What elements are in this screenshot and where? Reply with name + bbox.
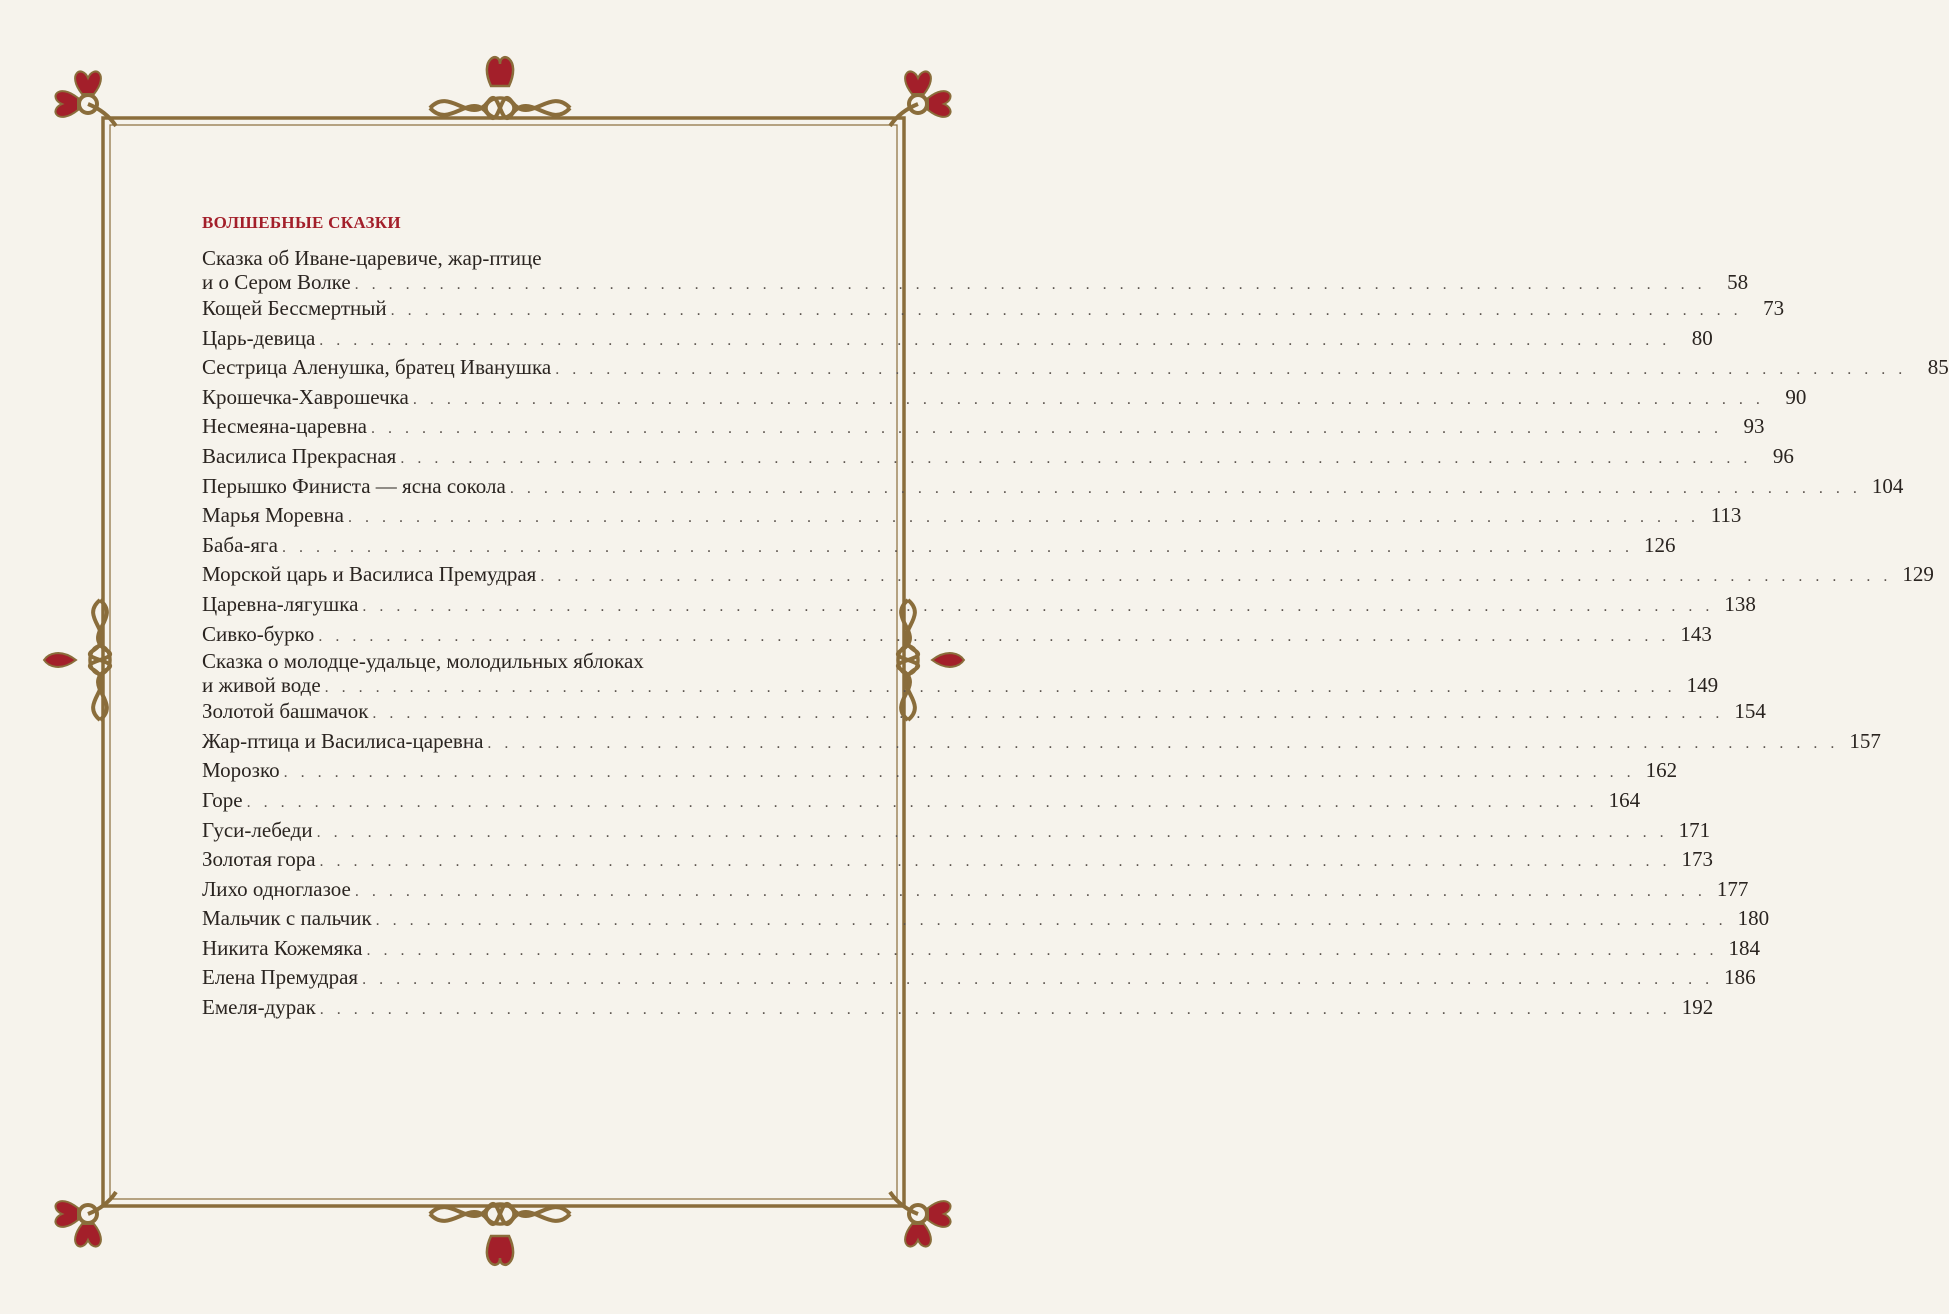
toc-page-number: 192	[1681, 995, 1714, 1020]
toc-entry[interactable]	[202, 560, 1934, 590]
toc-entry[interactable]	[202, 845, 1714, 875]
toc-page-number: 184	[1728, 935, 1760, 960]
toc-entry-title: Морской царь и Василиса Премудрая	[202, 562, 537, 587]
toc-page-number: 126	[1643, 532, 1676, 557]
bottom-knot-ornament	[430, 1204, 570, 1265]
toc-entry-title: Сказка об Иване-царевиче, жар-птице	[202, 246, 542, 270]
dot-leader: . . . . . . . . . . . . . . . . . . . . . . . . . . . . . . . . . . . . . . . . . . . . . . . . . . . . . . . . . . . . . . . . . . . . . . . . . . . . . . . .	[372, 705, 1724, 723]
toc-entry-title: Емеля-дурак	[202, 995, 316, 1020]
toc-entry-title: Сказка о молодце-удальце, молодильных яблоках	[202, 649, 644, 674]
corner-ornament-top-left	[55, 71, 116, 126]
dot-leader: . . . . . . . . . . . . . . . . . . . . . . . . . . . . . . . . . . . . . . . . . . . . . . . . . . . . . . . . . . . . . . . . . . . . . . . . . . . . . . . .	[362, 597, 1714, 615]
toc-entry-title: Золотой башмачок	[202, 699, 369, 724]
dot-leader: . . . . . . . . . . . . . . . . . . . . . . . . . . . . . . . . . . . . . . . . . . . . . . . . . . . . . . . . . . . . . . . . . . . . . . . . . . . . . . . .	[283, 764, 1636, 782]
toc-entry-title: Царевна-лягушка	[202, 591, 359, 616]
toc-entry[interactable]	[202, 353, 1949, 383]
dot-leader: . . . . . . . . . . . . . . . . . . . . . . . . . . . . . . . . . . . . . . . . . . . . . . . . . . . . . . . . . . . . . . . . . . . . . . . . . . . . . . . .	[354, 882, 1707, 900]
toc-page-number: 164	[1608, 787, 1641, 812]
toc-page-number: 154	[1734, 699, 1766, 724]
dot-leader: . . . . . . . . . . . . . . . . . . . . . . . . . . . . . . . . . . . . . . . . . . . . . . . . . . . . . . . . . . . . . . . . . . . . . . . . . . . . . . . .	[366, 941, 1718, 959]
toc-entry[interactable]	[202, 993, 1714, 1023]
dot-leader: . . . . . . . . . . . . . . . . . . . . . . . . . . . . . . . . . . . . . . . . . . . . . . . . . . . . . . . . . . . . . . . . . . . . . . . . . . . . . . . .	[412, 390, 1765, 408]
toc-page-number: 96	[1772, 443, 1794, 468]
dot-leader: . . . . . . . . . . . . . . . . . . . . . . . . . . . . . . . . . . . . . . . . . . . . . . . . . . . . . . . . . . . . . . . . . . . . . . . . . . . . . . . .	[509, 479, 1862, 497]
dot-leader: . . . . . . . . . . . . . . . . . . . . . . . . . . . . . . . . . . . . . . . . . . . . . . . . . . . . . . . . . . . . . . . . . . . . . . . . . . . . . . . .	[347, 509, 1700, 527]
toc-page-number: 104	[1871, 473, 1904, 498]
toc-page-number: 93	[1743, 414, 1765, 439]
toc-entry[interactable]	[202, 412, 1765, 442]
toc-entry-title: и живой воде	[202, 673, 321, 698]
toc-entry-title: Крошечка-Хаврошечка	[202, 384, 409, 409]
toc-entry-title: Никита Кожемяка	[202, 935, 363, 960]
toc-entry-title: Жар-птица и Василиса-царевна	[202, 728, 484, 753]
corner-ornament-bottom-left	[55, 1192, 116, 1247]
toc-entry-title: Баба-яга	[202, 532, 278, 557]
toc-entry[interactable]	[202, 383, 1807, 413]
dot-leader: . . . . . . . . . . . . . . . . . . . . . . . . . . . . . . . . . . . . . . . . . . . . . . . . . . . . . . . . . . . . . . . . . . . . . . . . . . . . . . . .	[319, 1001, 1672, 1019]
toc-entry-title: Горе	[202, 787, 243, 812]
toc-entry-title: Мальчик с пальчик	[202, 906, 372, 931]
dot-leader: . . . . . . . . . . . . . . . . . . . . . . . . . . . . . . . . . . . . . . . . . . . . . . . . . . . . . . . . . . . . . . . . . . . . . . . . . . . . . . . .	[540, 568, 1892, 586]
dot-leader: . . . . . . . . . . . . . . . . . . . . . . . . . . . . . . . . . . . . . . . . . . . . . . . . . . . . . . . . . . . . . . . . . . . . . . . . . . . . . . . .	[390, 302, 1743, 319]
toc-entry[interactable]	[202, 324, 1713, 354]
dot-leader: . . . . . . . . . . . . . . . . . . . . . . . . . . . . . . . . . . . . . . . . . . . . . . . . . . . . . . . . . . . . . . . . . . . . . . . . . . . . . . . .	[555, 361, 1907, 379]
toc-entry[interactable]	[202, 697, 1766, 727]
toc-entry-title: Золотая гора	[202, 847, 316, 872]
toc-entry[interactable]	[202, 875, 1749, 905]
dot-leader: . . . . . . . . . . . . . . . . . . . . . . . . . . . . . . . . . . . . . . . . . . . . . . . . . . . . . . . . . . . . . . . . . . . . . . . . . . . . . . . .	[371, 420, 1723, 438]
toc-entry-title: Морозко	[202, 758, 280, 783]
toc-entry[interactable]	[202, 294, 1785, 324]
dot-leader: . . . . . . . . . . . . . . . . . . . . . . . . . . . . . . . . . . . . . . . . . . . . . . . . . . . . . . . . . . . . . . . . . . . . . . . . . . . . . . . .	[400, 449, 1752, 467]
dot-leader: . . . . . . . . . . . . . . . . . . . . . . . . . . . . . . . . . . . . . . . . . . . . . . . . . . . . . . . . . . . . . . . . . . . . . . . . . . . . . . . .	[316, 823, 1669, 841]
toc-entry[interactable]	[202, 649, 1719, 698]
section-title: ВОЛШЕБНЫЕ СКАЗКИ	[202, 213, 401, 232]
toc-page-number: 113	[1710, 503, 1742, 528]
dot-leader: . . . . . . . . . . . . . . . . . . . . . . . . . . . . . . . . . . . . . . . . . . . . . . . . . . . . . . . . . . . . . . . . . . . . . . . . . . . . . . . .	[375, 912, 1728, 930]
toc-entry[interactable]	[202, 816, 1711, 846]
toc-entry-title: Елена Премудрая	[202, 965, 359, 990]
dot-leader: . . . . . . . . . . . . . . . . . . . . . . . . . . . . . . . . . . . . . . . . . . . . . . . . . . . . . . . . . . . . . . . . . . . . . . . . . . . . . . . .	[354, 276, 1707, 293]
toc-entry[interactable]	[202, 963, 1756, 993]
toc-page-number: 149	[1686, 673, 1719, 698]
dot-leader: . . . . . . . . . . . . . . . . . . . . . . . . . . . . . . . . . . . . . . . . . . . . . . . . . . . . . . . . . . . . . . . . . . . . . . . . . . . . . . . .	[319, 331, 1671, 349]
corner-ornament-top-right	[890, 71, 951, 126]
toc-entry[interactable]	[202, 531, 1676, 561]
toc-page-number: 157	[1849, 728, 1881, 753]
toc-page-number: 173	[1681, 847, 1714, 872]
toc-page-number: 180	[1737, 906, 1770, 931]
toc-entry[interactable]	[202, 472, 1904, 502]
toc-entry-title: Сестрица Аленушка, братец Иванушка	[202, 355, 552, 380]
toc-page-number: 85	[1927, 355, 1949, 380]
toc-page-number: 80	[1691, 325, 1713, 350]
toc-page-number: 171	[1678, 817, 1711, 842]
toc-page-number: 177	[1716, 876, 1749, 901]
top-knot-ornament	[430, 57, 570, 118]
toc-page-number: 90	[1785, 384, 1807, 409]
toc-page-number: 129	[1902, 562, 1934, 587]
toc-entry[interactable]	[202, 727, 1881, 757]
toc-page-number: 73	[1763, 296, 1785, 320]
toc-entry-title: и о Сером Волке	[202, 270, 351, 294]
toc-entry[interactable]	[202, 934, 1760, 964]
toc-entry-title: Гуси-лебеди	[202, 817, 313, 842]
toc-entry[interactable]	[202, 442, 1794, 472]
dot-leader: . . . . . . . . . . . . . . . . . . . . . . . . . . . . . . . . . . . . . . . . . . . . . . . . . . . . . . . . . . . . . . . . . . . . . . . . . . . . . . . .	[319, 853, 1672, 871]
toc-entry[interactable]	[202, 501, 1742, 531]
dot-leader: . . . . . . . . . . . . . . . . . . . . . . . . . . . . . . . . . . . . . . . . . . . . . . . . . . . . . . . . . . . . . . . . . . . . . . . . . . . . . . . .	[487, 734, 1839, 752]
toc-entry[interactable]	[202, 590, 1756, 620]
toc-entry[interactable]	[202, 786, 1641, 816]
toc-page-number: 162	[1645, 758, 1678, 783]
toc-entry[interactable]	[202, 756, 1678, 786]
toc-entry[interactable]	[202, 246, 1749, 294]
toc-entry-title: Перышко Финиста — ясна сокола	[202, 473, 506, 498]
toc-entry-title: Несмеяна-царевна	[202, 414, 368, 439]
left-knot-ornament	[44, 600, 110, 720]
dot-leader: . . . . . . . . . . . . . . . . . . . . . . . . . . . . . . . . . . . . . . . . . . . . . . . . . . . . . . . . . . . . . . . . . . . . . . . . . . . . . . . .	[324, 679, 1677, 697]
dot-leader: . . . . . . . . . . . . . . . . . . . . . . . . . . . . . . . . . . . . . . . . . . . . . . . . . . . . . . . . . . . . . . . . . . . . . . . . . . . . . . . .	[318, 627, 1670, 645]
toc-entry-title: Кощей Бессмертный	[202, 296, 387, 320]
toc-page-number: 186	[1724, 965, 1756, 990]
toc-entry-title: Марья Моревна	[202, 503, 344, 528]
dot-leader: . . . . . . . . . . . . . . . . . . . . . . . . . . . . . . . . . . . . . . . . . . . . . . . . . . . . . . . . . . . . . . . . . . . . . . . . . . . . . . . .	[362, 971, 1714, 989]
corner-ornament-bottom-right	[890, 1192, 951, 1247]
table-of-contents	[202, 246, 1949, 1023]
toc-entry-title: Лихо одноглазое	[202, 876, 351, 901]
toc-page-number: 58	[1727, 270, 1749, 294]
toc-entry-title: Василиса Прекрасная	[202, 443, 397, 468]
dot-leader: . . . . . . . . . . . . . . . . . . . . . . . . . . . . . . . . . . . . . . . . . . . . . . . . . . . . . . . . . . . . . . . . . . . . . . . . . . . . . . . .	[281, 538, 1634, 556]
toc-page-number: 138	[1724, 591, 1756, 616]
toc-entry-title: Царь-девица	[202, 325, 316, 350]
toc-entry[interactable]	[202, 904, 1770, 934]
toc-page-number: 143	[1680, 621, 1712, 646]
toc-entry-title: Сивко-бурко	[202, 621, 315, 646]
dot-leader: . . . . . . . . . . . . . . . . . . . . . . . . . . . . . . . . . . . . . . . . . . . . . . . . . . . . . . . . . . . . . . . . . . . . . . . . . . . . . . . .	[246, 793, 1599, 811]
toc-entry[interactable]	[202, 620, 1712, 650]
